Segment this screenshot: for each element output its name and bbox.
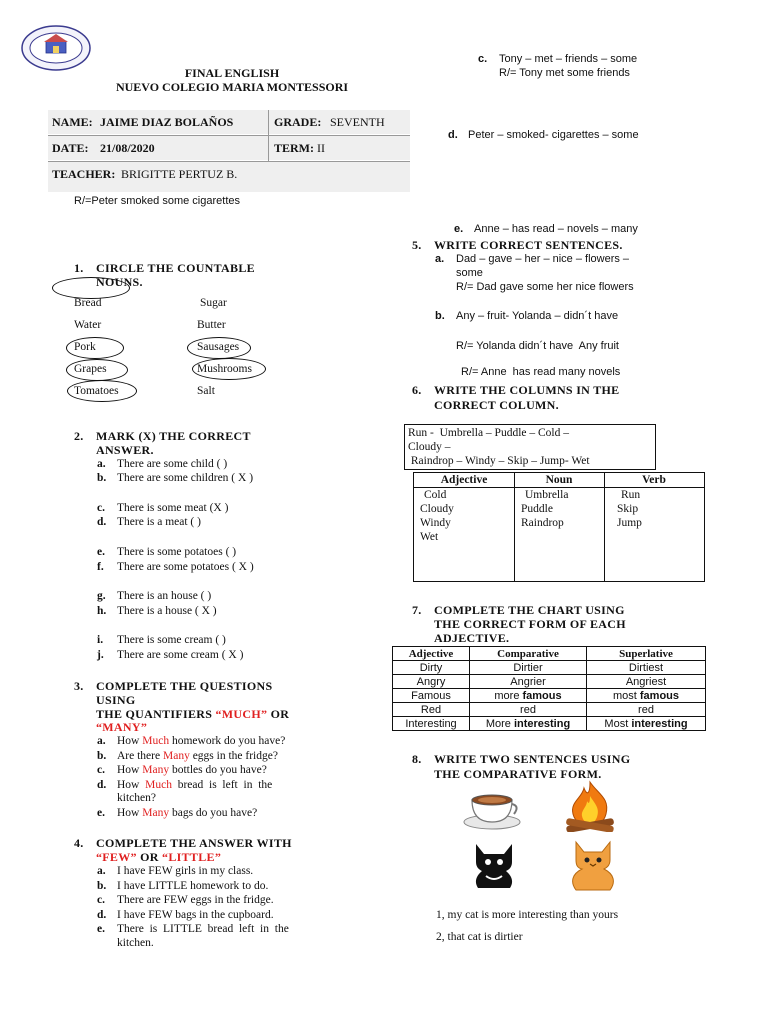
- q4-item: [97, 865, 253, 877]
- q4-title: COMPLETE THE ANSWER WITH: [96, 836, 292, 850]
- q2-text: There are some children ( X ): [117, 472, 254, 484]
- q3-letter: c.: [97, 764, 105, 776]
- q3-answer: Much: [145, 779, 172, 791]
- q3-text: Are there: [117, 750, 163, 762]
- q2-letter: a.: [97, 458, 106, 470]
- campfire-icon: [560, 780, 620, 832]
- term-value: II: [317, 141, 325, 155]
- q6-title: WRITE THE COLUMNS IN THE: [434, 383, 620, 397]
- q7-superlative: [587, 689, 706, 703]
- q2-text: There are some child ( ): [117, 458, 228, 470]
- q7-sup-bold: interesting: [631, 717, 688, 730]
- q4-item: [97, 894, 274, 906]
- q7-number: 7.: [412, 603, 422, 617]
- q1-word: Salt: [197, 385, 215, 397]
- q3-text: homework do you have?: [169, 735, 286, 747]
- q3-text: How: [117, 735, 143, 747]
- q5-b-answer: R/= Yolanda didn´t have Any fruit: [456, 340, 619, 352]
- answer-circle: [67, 380, 137, 402]
- q7-sup-text: Angriest: [625, 675, 667, 688]
- q1-word: Bread: [74, 297, 102, 309]
- table-row: [393, 717, 706, 731]
- q6-header-noun: Noun: [545, 474, 573, 486]
- q2-letter: j.: [97, 649, 104, 661]
- q2-title-cont: ANSWER.: [96, 443, 154, 457]
- q4-title-quantifiers: [96, 850, 221, 865]
- table-row: [393, 661, 706, 675]
- q2-letter: b.: [97, 472, 107, 484]
- q3-answer: Many: [162, 750, 190, 762]
- orange-cat-icon: [566, 836, 620, 892]
- q6-noun: Raindrop: [521, 517, 564, 529]
- date-value: 21/08/2020: [100, 141, 155, 155]
- table-row: [393, 675, 706, 689]
- q7-comp-text: Dirtier: [513, 661, 543, 674]
- q2-text: There is a house ( X ): [117, 605, 217, 617]
- q8-answer-2: 2, that cat is dirtier: [436, 931, 523, 943]
- q5-a-answer: R/= Dad gave some her nice flowers: [456, 281, 634, 293]
- q2-item: [97, 634, 226, 646]
- q5-title: WRITE CORRECT SENTENCES.: [434, 238, 623, 252]
- q8-answer-1: 1, my cat is more interesting than yours: [436, 909, 619, 921]
- q3-text: How: [117, 764, 143, 776]
- q3-item: [97, 764, 267, 776]
- q1-title: CIRCLE THE COUNTABLE: [96, 261, 255, 275]
- q7-adjective: Red: [393, 703, 470, 717]
- q8-number: 8.: [412, 752, 422, 766]
- answer-circle: [187, 337, 251, 359]
- q6-verb: Skip: [617, 503, 639, 515]
- q4-few: “FEW”: [96, 850, 137, 864]
- q2-item: [97, 516, 201, 528]
- q7-comparative: [470, 661, 587, 675]
- q1-word: Tomatoes: [74, 385, 119, 397]
- q2-item: [97, 605, 217, 617]
- q6-words: Cloudy –: [408, 441, 451, 453]
- q7-superlative: [587, 717, 706, 731]
- q7-comp-bold: interesting: [513, 717, 571, 730]
- q4-letter: c.: [97, 894, 105, 906]
- q3-item: [97, 779, 272, 791]
- q7-comp-bold: famous: [522, 689, 562, 702]
- q3-text: eggs in the fridge?: [189, 750, 278, 762]
- q4-text: I have LITTLE homework to do.: [117, 880, 269, 892]
- q2-item: [97, 502, 228, 514]
- q3-item-cont: kitchen?: [117, 792, 156, 804]
- q3-or: OR: [267, 707, 290, 721]
- q4-letter: a.: [97, 865, 106, 877]
- grade-value: SEVENTH: [330, 115, 385, 129]
- q7-table: [392, 646, 706, 731]
- q7-sup-text: Most: [604, 717, 632, 730]
- q3-letter: d.: [97, 779, 107, 791]
- school-logo: [20, 24, 92, 72]
- q2-title: MARK (X) THE CORRECT: [96, 429, 251, 443]
- q7-comp-text: red: [520, 703, 536, 716]
- q6-word-box: [404, 424, 656, 470]
- q4-or: OR: [136, 850, 163, 864]
- q3-title-text: THE QUANTIFIERS: [96, 707, 216, 721]
- q6-words: Run - Umbrella – Puddle – Cold –: [408, 427, 569, 439]
- q3-item: [97, 750, 278, 762]
- q6-adjective: Cold: [424, 489, 447, 501]
- q7-sup-text: red: [638, 703, 654, 716]
- info-row-name: [48, 110, 410, 134]
- q2-letter: i.: [97, 634, 104, 646]
- q4-text: I have FEW girls in my class.: [117, 865, 254, 877]
- black-cat-icon: [468, 838, 520, 890]
- q1-number: 1.: [74, 261, 84, 275]
- q3-text: bags do you have?: [169, 807, 258, 819]
- q7-superlative: [587, 661, 706, 675]
- q1-word: Pork: [74, 341, 96, 353]
- q6-verb: Run: [621, 489, 641, 501]
- q3-title: COMPLETE THE QUESTIONS: [96, 679, 273, 693]
- q3-text: How: [117, 807, 143, 819]
- q7-sup-text: most: [612, 689, 640, 702]
- q5-a-prompt-cont: some: [456, 267, 483, 279]
- divider: [48, 135, 410, 136]
- q5-a-letter: a.: [435, 253, 445, 265]
- school-name: NUEVO COLEGIO MARIA MONTESSORI: [115, 80, 349, 94]
- q7-comparative: [470, 717, 587, 731]
- table-row: [393, 689, 706, 703]
- q2-text: There is some meat (X ): [117, 502, 229, 514]
- q3-answer: Much: [142, 735, 170, 747]
- q7-adjective: Angry: [393, 675, 470, 689]
- q7-comparative: [470, 689, 587, 703]
- q1-word: Sausages: [197, 341, 240, 353]
- name-label: NAME:: [52, 115, 93, 129]
- q3-many: “MANY”: [96, 720, 148, 734]
- q2-letter: g.: [97, 590, 106, 602]
- q6-verb: Jump: [617, 517, 642, 529]
- q7-header: Comparative: [470, 647, 587, 661]
- q4-letter: b.: [97, 880, 107, 892]
- d-letter: d.: [448, 129, 458, 141]
- q3-answer: Many: [142, 807, 170, 819]
- q2-text: There is an house ( ): [117, 590, 212, 602]
- answer-circle: [192, 358, 266, 380]
- q6-noun: Umbrella: [525, 489, 569, 501]
- q6-header-adjective: Adjective: [440, 474, 488, 486]
- q2-item: [97, 561, 254, 573]
- q2-item: [97, 649, 243, 661]
- answer-circle: [66, 337, 124, 359]
- q5-b-letter: b.: [435, 310, 445, 322]
- exam-title: FINAL ENGLISH: [184, 66, 280, 80]
- q6-adjective: Cloudy: [420, 503, 454, 515]
- q3-letter: b.: [97, 750, 107, 762]
- info-row-date: [48, 136, 410, 160]
- q2-letter: f.: [97, 561, 104, 573]
- q6-adjective: Windy: [420, 517, 451, 529]
- info-row-teacher: [48, 162, 410, 192]
- q8-title-cont: THE COMPARATIVE FORM.: [434, 767, 602, 781]
- q7-adjective: Dirty: [393, 661, 470, 675]
- q7-title-cont: THE CORRECT FORM OF EACH: [434, 617, 626, 631]
- q5-b-prompt: Any – fruit- Yolanda – didn´t have: [456, 310, 619, 322]
- q2-text: There is some potatoes ( ): [117, 546, 237, 558]
- d-prompt: Peter – smoked- cigarettes – some: [468, 129, 639, 141]
- q3-much: “MUCH”: [215, 707, 268, 721]
- q7-comparative: [470, 675, 587, 689]
- q2-text: There is some cream ( ): [117, 634, 226, 646]
- q2-text: There are some cream ( X ): [117, 649, 244, 661]
- c-answer: R/= Tony met some friends: [499, 67, 630, 79]
- coffee-cup-icon: [462, 788, 522, 830]
- q3-letter: a.: [97, 735, 106, 747]
- q3-number: 3.: [74, 679, 84, 693]
- q2-item: [97, 590, 211, 602]
- q7-title: COMPLETE THE CHART USING: [434, 603, 625, 617]
- q5-stray-answer: R/= Anne has read many novels: [461, 366, 621, 378]
- grade-label: GRADE:: [274, 115, 322, 129]
- q4-item: [97, 923, 289, 935]
- q6-table: [413, 472, 705, 582]
- q6-adjective: Wet: [420, 531, 439, 543]
- q1-word: Mushrooms: [197, 363, 252, 375]
- q6-title-cont: CORRECT COLUMN.: [434, 398, 559, 412]
- q7-comparative: [470, 703, 587, 717]
- q3-answer: Many: [142, 764, 170, 776]
- q7-comp-text: More: [485, 717, 514, 730]
- date-label: DATE:: [52, 141, 89, 155]
- table-row: [393, 703, 706, 717]
- q4-item: [97, 880, 268, 892]
- term-label: TERM:: [274, 141, 314, 155]
- q1-word: Grapes: [74, 363, 107, 375]
- q3-text: bottles do you have?: [169, 764, 267, 776]
- q2-item: [97, 458, 227, 470]
- q5-a-prompt: Dad – gave – her – nice – flowers –: [456, 253, 630, 265]
- q4-number: 4.: [74, 836, 84, 850]
- q7-header: Superlative: [587, 647, 706, 661]
- q2-item: [97, 472, 253, 484]
- divider: [48, 161, 410, 162]
- q4-letter: d.: [97, 909, 107, 921]
- name-value: JAIME DIAZ BOLAÑOS: [100, 115, 234, 129]
- q6-header-verb: Verb: [642, 474, 666, 486]
- q2-text: There is a meat ( ): [117, 516, 201, 528]
- q4-item: [97, 909, 274, 921]
- q3-letter: e.: [97, 807, 105, 819]
- q7-comp-text: Angrier: [510, 675, 546, 688]
- q7-title-cont: ADJECTIVE.: [434, 631, 510, 645]
- q7-adjective: Famous: [393, 689, 470, 703]
- q4-text: There is LITTLE bread left in the: [117, 923, 289, 935]
- q7-header: Adjective: [393, 647, 470, 661]
- q4-text: I have FEW bags in the cupboard.: [117, 909, 274, 921]
- divider: [268, 110, 269, 162]
- q7-superlative: [587, 675, 706, 689]
- q1-word: Butter: [197, 319, 226, 331]
- q7-sup-bold: famous: [639, 689, 680, 702]
- q3-item: [97, 735, 285, 747]
- q8-title: WRITE TWO SENTENCES USING: [434, 752, 631, 766]
- q5-number: 5.: [412, 238, 422, 252]
- c-prompt: Tony – met – friends – some: [499, 53, 638, 65]
- q7-sup-text: Dirtiest: [628, 661, 664, 674]
- q2-number: 2.: [74, 429, 84, 443]
- q1-word: Sugar: [200, 297, 227, 309]
- q4-item-cont: kitchen.: [117, 937, 154, 949]
- q2-item: [97, 546, 236, 558]
- q2-letter: h.: [97, 605, 107, 617]
- q2-letter: e.: [97, 546, 105, 558]
- q3-text: bread is left in the: [171, 779, 273, 791]
- q2-text: There are some potatoes ( X ): [117, 561, 254, 573]
- q3-text: How: [117, 779, 146, 791]
- teacher-value: BRIGITTE PERTUZ B.: [121, 167, 238, 181]
- q7-adjective: Interesting: [393, 717, 470, 731]
- q3-item: [97, 807, 257, 819]
- q2-letter: d.: [97, 516, 107, 528]
- e-letter: e.: [454, 223, 464, 235]
- c-letter: c.: [478, 53, 488, 65]
- q6-number: 6.: [412, 383, 422, 397]
- q7-comp-text: more: [494, 689, 523, 702]
- q1-title-cont: NOUNS.: [96, 275, 143, 289]
- q6-noun: Puddle: [521, 503, 553, 515]
- q7-superlative: [587, 703, 706, 717]
- q4-letter: e.: [97, 923, 105, 935]
- q4-text: There are FEW eggs in the fridge.: [117, 894, 274, 906]
- q3-title-cont: USING: [96, 693, 136, 707]
- q1-word: Water: [74, 319, 102, 331]
- answer-circle: [66, 359, 128, 381]
- answer-circle: [52, 277, 130, 299]
- q2-letter: c.: [97, 502, 105, 514]
- e-prompt: Anne – has read – novels – many: [474, 223, 638, 235]
- q6-words: Raindrop – Windy – Skip – Jump- Wet: [408, 455, 590, 467]
- stray-answer: R/=Peter smoked some cigarettes: [74, 195, 240, 207]
- teacher-label: TEACHER:: [52, 167, 116, 181]
- q4-little: “LITTLE”: [162, 850, 222, 864]
